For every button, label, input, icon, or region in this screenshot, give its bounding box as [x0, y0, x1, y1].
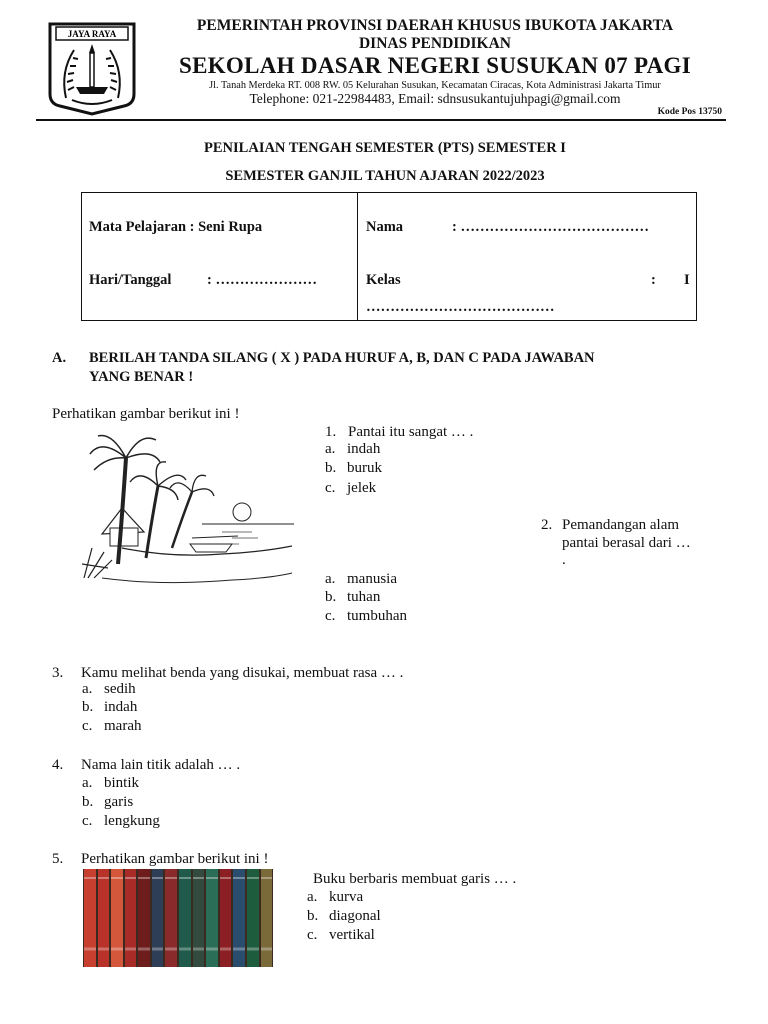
option-text: marah: [104, 718, 142, 734]
option-1b[interactable]: [325, 459, 382, 478]
section-instruction-2: YANG BENAR !: [89, 369, 194, 385]
identity-table-divider: [357, 192, 358, 321]
book-spine: [111, 869, 123, 967]
book-spine: [206, 869, 218, 967]
option-3c[interactable]: [82, 717, 142, 736]
option-letter: b.: [82, 699, 94, 715]
book-spine: [84, 869, 96, 967]
option-letter: c.: [325, 480, 336, 496]
option-text: vertikal: [329, 927, 375, 943]
question-text: Pantai itu sangat … .: [348, 424, 474, 440]
books-row-image: [83, 869, 273, 967]
option-letter: b.: [325, 589, 337, 605]
name-field[interactable]: : …………………………………: [452, 219, 649, 235]
section-letter: A.: [52, 350, 67, 366]
book-spine: [125, 869, 137, 967]
option-letter: a.: [82, 775, 93, 791]
option-4b[interactable]: [82, 793, 134, 812]
class-field[interactable]: …………………………………: [366, 299, 555, 315]
option-text: indah: [347, 441, 381, 457]
question-4: [52, 756, 241, 775]
beach-sketch-image: [82, 428, 294, 593]
book-spine: [138, 869, 150, 967]
exam-subtitle: SEMESTER GANJIL TAHUN AJARAN 2022/2023: [225, 168, 545, 184]
logo-text: JAYA RAYA: [67, 29, 117, 39]
option-5c[interactable]: [307, 926, 375, 945]
option-text: jelek: [347, 480, 377, 496]
option-letter: c.: [82, 718, 93, 734]
question-5-subtext: Buku berbaris membuat garis … .: [313, 871, 517, 887]
book-spine: [193, 869, 205, 967]
option-2c[interactable]: [325, 607, 407, 626]
question-text: Kamu melihat benda yang disukai, membuat rasa … .: [81, 665, 404, 681]
option-letter: a.: [82, 681, 93, 697]
book-spine: [247, 869, 259, 967]
question-2-number: 2.: [541, 517, 553, 533]
question-number: 5.: [52, 851, 64, 867]
option-5a[interactable]: [307, 888, 364, 907]
book-spine: [261, 869, 273, 967]
question-2-text-2: pantai berasal dari …: [562, 535, 691, 551]
exam-title: PENILAIAN TENGAH SEMESTER (PTS) SEMESTER I: [204, 140, 566, 156]
option-text: tuhan: [347, 589, 381, 605]
option-2b[interactable]: [325, 588, 381, 607]
book-spine: [233, 869, 245, 967]
class-colon: :: [651, 272, 656, 288]
option-text: bintik: [104, 775, 140, 791]
option-letter: b.: [82, 794, 94, 810]
option-letter: b.: [307, 908, 319, 924]
header-government: PEMERINTAH PROVINSI DAERAH KHUSUS IBUKOTA JAKARTA: [196, 17, 674, 34]
question-text: Perhatikan gambar berikut ini !: [81, 851, 269, 867]
option-4c[interactable]: [82, 812, 160, 831]
date-label: Hari/Tanggal: [89, 272, 172, 288]
option-2a[interactable]: [325, 570, 397, 589]
option-text: manusia: [347, 571, 397, 587]
header-postcode: Kode Pos 13750: [657, 107, 722, 117]
header-school-name: SEKOLAH DASAR NEGERI SUSUKAN 07 PAGI: [179, 53, 691, 78]
option-3b[interactable]: [82, 698, 138, 717]
class-label: Kelas: [366, 272, 401, 288]
subject-field: Mata Pelajaran : Seni Rupa: [89, 219, 263, 235]
question-2-text-3: .: [562, 552, 566, 568]
header-divider: [36, 119, 726, 121]
option-letter: c.: [307, 927, 318, 943]
question-2-text: Pemandangan alam: [562, 517, 680, 533]
option-text: tumbuhan: [347, 608, 407, 624]
question-number: 3.: [52, 665, 64, 681]
book-spine: [98, 869, 110, 967]
book-spine: [152, 869, 164, 967]
question-number: 4.: [52, 757, 64, 773]
jaya-raya-logo: [46, 20, 138, 116]
question-3: [52, 664, 404, 683]
section-instruction: BERILAH TANDA SILANG ( X ) PADA HURUF A, B, DAN C PADA JAWABAN: [89, 350, 595, 366]
option-letter: a.: [325, 571, 336, 587]
option-4a[interactable]: [82, 774, 140, 793]
option-3a[interactable]: [82, 680, 136, 699]
header-department: DINAS PENDIDIKAN: [358, 35, 511, 52]
class-value: I: [684, 272, 690, 288]
option-text: garis: [104, 794, 134, 810]
header-address: Jl. Tanah Merdeka RT. 008 RW. 05 Kelurahan Susukan, Kecamatan Ciracas, Kota Administrasi Jakarta Timur: [209, 80, 661, 91]
option-1c[interactable]: [325, 479, 377, 498]
option-letter: c.: [325, 608, 336, 624]
book-spine: [179, 869, 191, 967]
option-letter: a.: [307, 889, 318, 905]
intro-text: Perhatikan gambar berikut ini !: [52, 406, 240, 422]
book-spine: [165, 869, 177, 967]
option-text: indah: [104, 699, 138, 715]
question-text: Nama lain titik adalah … .: [81, 757, 241, 773]
option-letter: b.: [325, 460, 337, 476]
option-1a[interactable]: [325, 440, 381, 459]
option-text: buruk: [347, 460, 382, 476]
header-contact: Telephone: 021-22984483, Email: sdnsusukantujuhpagi@gmail.com: [249, 91, 621, 106]
date-field[interactable]: : …………………: [207, 272, 317, 288]
book-spine: [220, 869, 232, 967]
option-text: kurva: [329, 889, 364, 905]
option-text: sedih: [104, 681, 136, 697]
name-label: Nama: [366, 219, 404, 235]
question-5: [52, 850, 269, 869]
question-number: 1.: [325, 424, 337, 440]
option-5b[interactable]: [307, 907, 381, 926]
option-letter: c.: [82, 813, 93, 829]
option-text: lengkung: [104, 813, 160, 829]
option-letter: a.: [325, 441, 336, 457]
option-text: diagonal: [329, 908, 381, 924]
